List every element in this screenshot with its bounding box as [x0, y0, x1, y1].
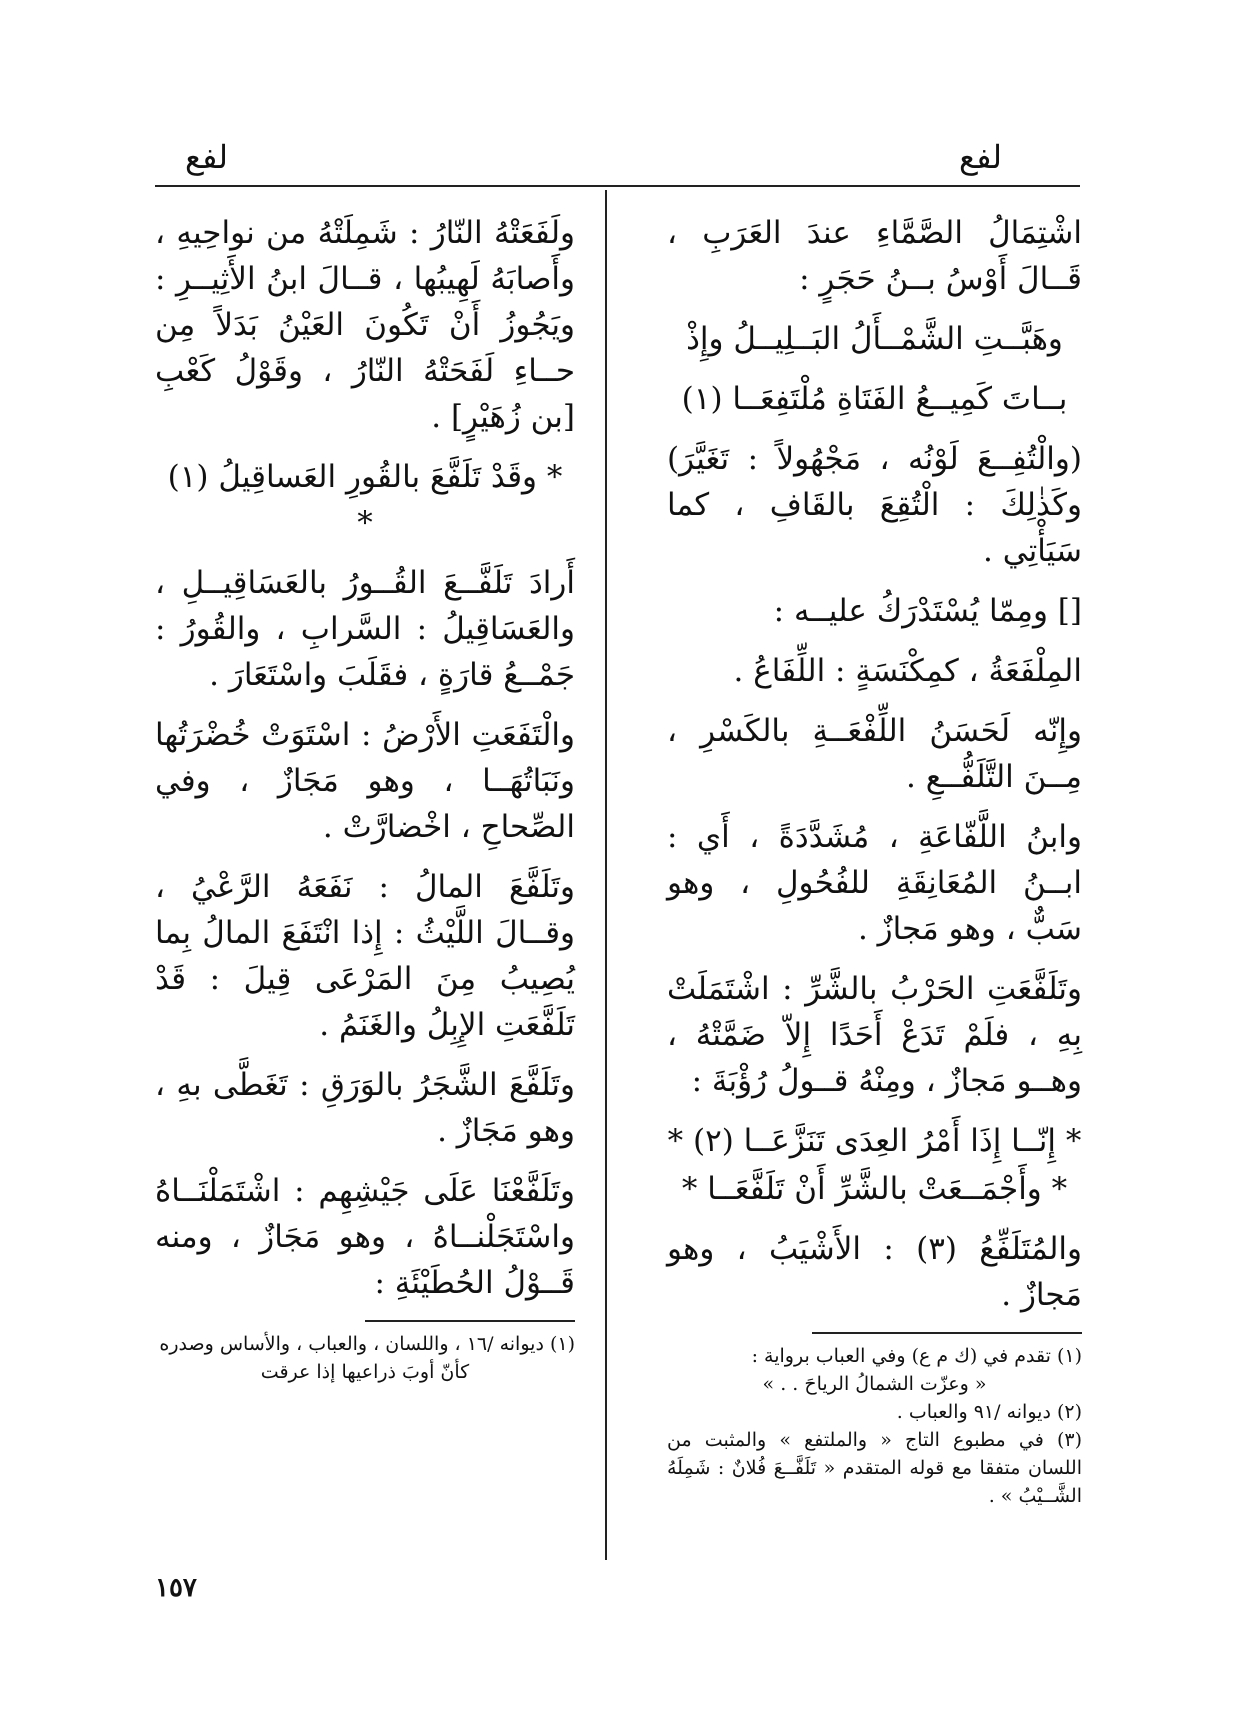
entry-paragraph: وتَلَفَّعَ الشَّجَرُ بالوَرَقِ : تَغَطَّى بهِ ، وهو مَجَازٌ .: [155, 1067, 575, 1149]
left-column: [155, 210, 575, 1386]
right-column: [667, 210, 1082, 1510]
footnote: (١) تقدم في (ك م ع) وفي العباب برواية :: [751, 1345, 1082, 1367]
footnote-rule: [812, 1332, 1082, 1334]
header-rule: [155, 185, 1080, 187]
column-divider: [605, 190, 607, 1560]
footnote: « وعزّت الشمالُ الرياحَ . . »: [762, 1373, 987, 1395]
entry-paragraph: والمُتَلَفِّعُ (٣) : الأَشْيَبُ ، وهو مَجازٌ .: [667, 1231, 1082, 1313]
footnote: كأنّ أوبَ ذراعيها إذا عرقت: [260, 1361, 470, 1383]
running-head-left: لفع: [185, 138, 228, 176]
entry-paragraph: اشْتِمَالُ الصَّمَّاءِ عندَ العَرَبِ ، قَــالَ أَوْسُ بــنُ حَجَرٍ :: [667, 215, 1082, 297]
entry-paragraph: وابنُ اللَّفّاعَةِ ، مُشَدَّدَةً ، أَي : ابــنُ المُعَانِقَةِ للفُحُولِ ، وهو سَبٌّ ، وهو مَجازٌ .: [667, 819, 1082, 947]
page-number: ١٥٧: [155, 1573, 197, 1603]
entry-paragraph: (والْتُفِــعَ لَوْنُه ، مَجْهُولاً : تَغَيَّرَ) وكَذٰلِكَ : الْتُقِعَ بالقَافِ ، كما سَيَأْتِي .: [667, 441, 1082, 569]
entry-paragraph: [] ومِمّا يُسْتَدْرَكُ عليــه :: [773, 593, 1082, 629]
verse-line: * إِنّــا إِذَا أَمْرُ العِدَى تَنَزَّعَــا (٢) *: [667, 1123, 1082, 1159]
entry-paragraph: المِلْفَعَةُ ، كمِكْنَسَةٍ : اللِّفَاعُ .: [733, 653, 1082, 689]
entry-paragraph: وتَلَفَّعْنَا عَلَى جَيْشِهِم : اشْتَمَلْنَــاهُ واسْتَجَلْنــاهُ ، وهو مَجَازٌ ، ومنه قَــوْلُ الحُطَيْئَةِ :: [155, 1173, 575, 1301]
footnote: (١) ديوانه /١٦ ، واللسان ، والعباب ، والأساس وصدره: [159, 1333, 575, 1355]
entry-paragraph: أَرادَ تَلَفَّــعَ القُــورُ بالعَسَاقِيــلِ ، والعَسَاقِيلُ : السَّرابِ ، والقُورُ : جَمْــعُ قارَةٍ ، فقَلَبَ واسْتَعَارَ .: [155, 565, 575, 693]
entry-paragraph: وإِنّه لَحَسَنُ اللِّفْعَــةِ بالكَسْرِ ، مِــنَ التَّلَفُّــعِ .: [667, 713, 1082, 795]
verse-line: بــاتَ كَمِيــعُ الفَتَاةِ مُلْتَفِعَــا (١): [681, 381, 1068, 417]
entry-paragraph: وتَلَفَّعَتِ الحَرْبُ بالشَّرِّ : اشْتَمَلَتْ بِهِ ، فلَمْ تَدَعْ أَحَدًا إِلاّ ضَمَّتْهُ ، وهــو مَجازٌ ، ومِنْهُ قــولُ رُؤْبَةَ :: [667, 971, 1082, 1099]
running-head-right: لفع: [959, 138, 1002, 176]
footnote: (٢) ديوانه /٩١ والعباب .: [896, 1401, 1082, 1423]
verse-line: * وقَدْ تَلَفَّعَ بالقُورِ العَساقِيلُ (١) *: [167, 459, 563, 541]
footnote: (٣) في مطبوع التاج « والملتفع » والمثبت من اللسان متفقا مع قوله المتقدم « تَلَفَّــعَ فُلانٌ : شَمِلَهُ الشَّــيْبُ » .: [667, 1429, 1082, 1507]
verse-line: * وأَجْمَــعَتْ بالشَّرِّ أَنْ تَلَفَّعَــا *: [681, 1171, 1068, 1207]
footnote-rule: [365, 1320, 575, 1322]
entry-paragraph: والْتَفَعَتِ الأَرْضُ : اسْتَوَتْ خُضْرَتُها ونَبَاتُهَــا ، وهو مَجَازٌ ، وفي الصِّحاحِ ، اخْضارَّتْ .: [155, 717, 575, 845]
verse-line: وهَبَّــتِ الشَّمْــأَلُ البَــلِيــلُ وإِذْ: [686, 321, 1063, 357]
entry-paragraph: وتَلَفَّعَ المالُ : نَفَعَهُ الرَّعْيُ ، وقــالَ اللَّيْثُ : إِذا انْتَفَعَ المالُ بِما يُصِيبُ مِنَ المَرْعَى قِيلَ : قَدْ تَلَفَّعَتِ الإِبِلُ والغَنَمُ .: [155, 869, 575, 1043]
entry-paragraph: ولَفَعَتْهُ النّارُ : شَمِلَتْهُ من نواحِيهِ ، وأَصابَهُ لَهِيبُها ، قــالَ ابنُ الأَثِيــرِ : ويَجُوزُ أَنْ تَكُونَ العَيْنُ بَدَلاً مِن حــاءِ لَفَحَتْهُ النّارُ ، وقَوْلُ كَعْبِ [بن زُهَيْرٍ] .: [155, 215, 575, 435]
